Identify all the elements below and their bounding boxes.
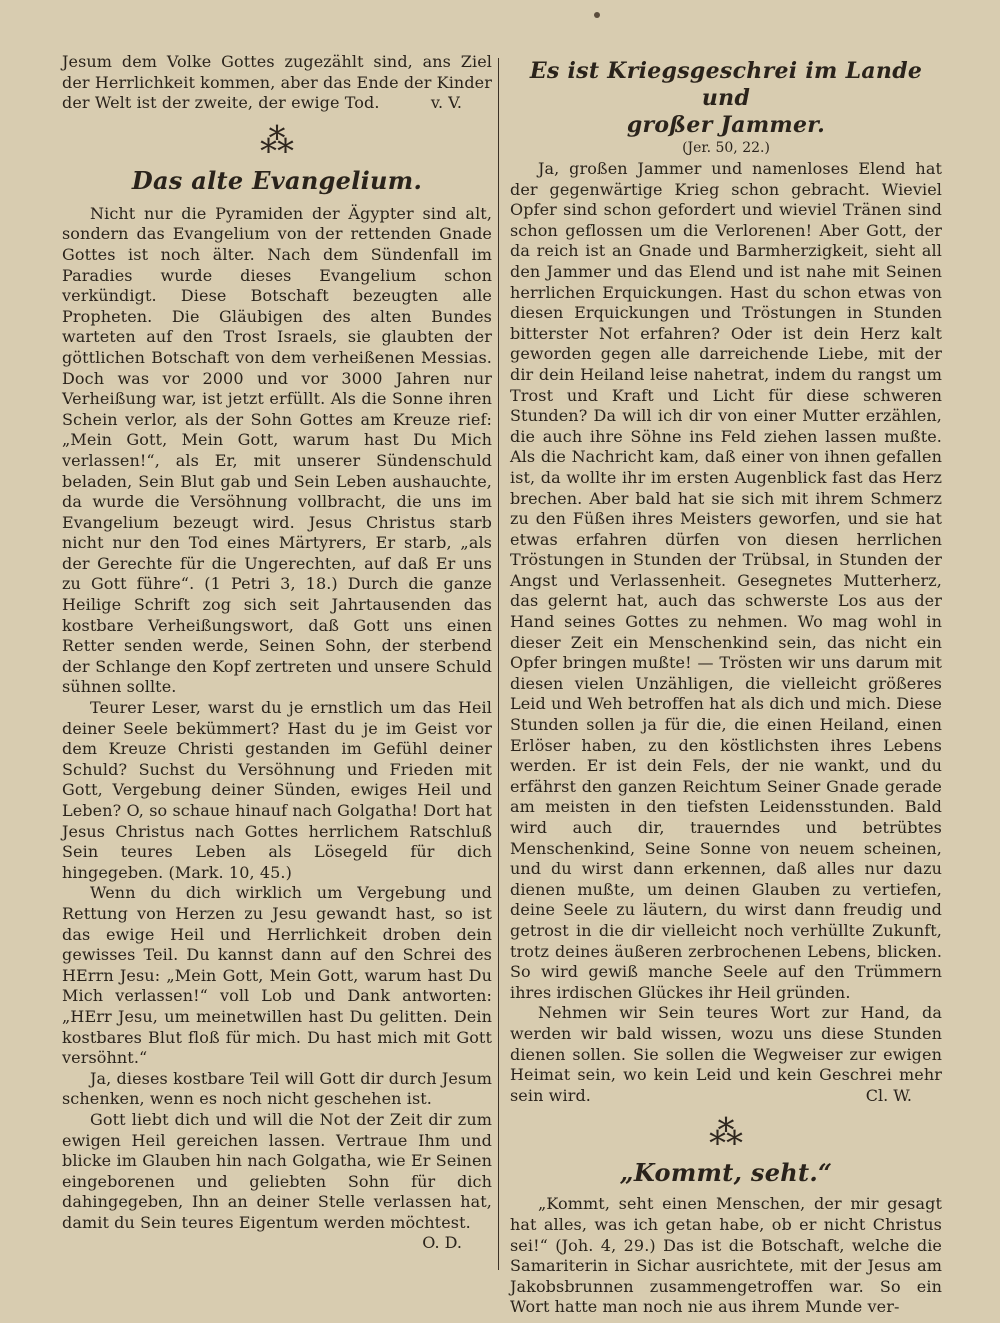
article-title-evangelium: Das alte Evangelium. bbox=[131, 165, 423, 195]
article-title-kommt-seht: „Kommt, seht.“ bbox=[619, 1158, 833, 1188]
article-paragraph: Nicht nur die Pyramiden der Ägypter sind alt, sondern das Evangelium von der rettenden Gnade Gottes ist noch älter. Nach dem Sündenfall im Paradies wurde dieses Evangelium schon verkündigt. Diese Botschaft bezeugten alle Propheten. Die Gläubigen des alten Bundes warteten auf den Trost Israels, sie glaubten der göttlichen Botschaft von dem verheißenen Messias. Doch was vor 2000 und vor 3000 Jahren nur Verheißung war, ist jetzt erfüllt. Als die Sonne ihren Schein verlor, als der Sohn Gottes am Kreuze rief: „Mein Gott, Mein Gott, warum hast Du Mich verlassen!“, als Er, mit unserer Sündenschuld beladen, Sein Blut gab und Sein Leben aushauchte, da wurde die Versöhnung vollbracht, die uns im Evangelium bezeugt wird. Jesus Christus starb nicht nur den Tod eines Märtyrers, Er starb, „als der Gerechte für die Ungerechten, auf daß Er uns zu Gott führe“. (1 Petri 3, 18.) Durch die ganze Heilige Schrift zog sich seit Jahrtausenden das kostbare Verheißungswort, daß Gott uns einen Retter senden werde, Seinen Sohn, der sterbend der Schlange den Kopf zertreten und unsere Schuld sühnen sollte. bbox=[62, 203, 492, 697]
right-column bbox=[510, 58, 942, 1318]
continuation-text: Jesum dem Volke Gottes zugezählt sind, ans Ziel der Herrlichkeit kommen, aber das Ende der Kinder der Welt ist der zweite, der ewige Tod. bbox=[62, 52, 493, 113]
article-paragraph: Wenn du dich wirklich um Vergebung und Rettung von Herzen zu Jesu gewandt hast, so ist das ewige Heil und Herrlichkeit droben dein gewisses Teil. Du kannst dann auf den Schrei des HErrn Jesu: „Mein Gott, Mein Gott, warum hast Du Mich verlassen!“ voll Lob und Dank antworten: „HErr Jesu, um meinetwillen hast Du gelitten. Dein kostbares Blut floß für mich. Du hast mich mit Gott versöhnt.“ bbox=[62, 883, 492, 1068]
title-line-2: großer Jammer. bbox=[626, 112, 826, 138]
bible-reference: (Jer. 50, 22.) bbox=[682, 140, 770, 156]
article-paragraph: Gott liebt dich und will die Not der Zeit dir zum ewigen Heil gereichen lassen. Vertraue Ihm und blicke im Glauben hin nach Golgatha, wie Er Seinen eingeborenen und geliebten Sohn für dich dahingegeben, Ihn an deiner Stelle verlassen hat, damit du Sein teures Eigentum werden möchtest. bbox=[62, 1109, 492, 1232]
article-signature: O. D. bbox=[422, 1233, 462, 1253]
continuation-signature: v. V. bbox=[430, 93, 462, 113]
print-speck bbox=[594, 12, 600, 18]
title-line-1: Es ist Kriegsgeschrei im Lande und bbox=[529, 58, 923, 111]
article-paragraph: „Kommt, seht einen Menschen, der mir gesagt hat alles, was ich getan habe, ob er nicht Christus sei!“ (Joh. 4, 29.) Das ist die Botschaft, welche die Samariterin in Sichar ausrichtete, mit der Jesus am Jakobsbrunnen zusammengetroffen war. So ein Wort hatte man noch nie aus ihrem Munde ver- bbox=[510, 1194, 942, 1317]
article-paragraph: Ja, großen Jammer und namenloses Elend hat der gegenwärtige Krieg schon gebracht. Wieviel Opfer sind schon gefordert und wieviel Tränen sind schon geflossen um die Verlorenen! Aber Gott, der da reich ist an Gnade und Barmherzigkeit, sieht all den Jammer und das Elend und ist nahe mit Seinen herrlichen Erquickungen. Hast du schon etwas von diesen Erquickungen und Tröstungen in Stunden bitterster Not erfahren? Oder ist dein Herz kalt geworden gegen alle darreichende Liebe, mit der dir dein Heiland leise nahetrat, indem du rangst um Trost und Kraft und Licht für diese schweren Stunden? Da will ich dir von einer Mutter erzählen, die auch ihre Söhne ins Feld ziehen lassen mußte. Als die Nachricht kam, daß einer von ihnen gefallen ist, da wollte ihr im ersten Augenblick fast das Herz brechen. Aber bald hat sie sich mit ihrem Schmerz zu den Füßen ihres Meisters geworfen, und sie hat etwas erfahren dürfen von diesen herrlichen Tröstungen in Stunden der Trübsal, in Stunden der Angst und Verlassenheit. Gesegnetes Mutterherz, das gelernt hat, auch das schwerste Los aus der Hand seines Gottes zu nehmen. Wo mag wohl in dieser Zeit ein Menschenkind sein, das nicht ein Opfer bringen mußte! — Trösten wir uns darum mit diesen vielen Unzähligen, die vielleicht größeres Leid und Weh betroffen hat als dich und mich. Diese Stunden sollen ja für die, die einen Heiland, einen Erlöser haben, zu den köstlichsten ihres Lebens werden. Er ist dein Fels, der nie wankt, und du erfährst den ganzen Reichtum Seiner Gnade gerade am meisten in den tiefsten Leidensstunden. Bald wird auch dir, trauerndes und betrübtes Menschenkind, Seine Sonne von neuem scheinen, und du wirst dann erkennen, daß alles nur dazu dienen mußte, um deinen Glauben zu vertiefen, deine Seele zu läutern, du wirst dann freudig und getrost in die dir vielleicht noch verhüllte Zukunft, trotz deines äußeren zerbrochenen Lebens, blicken. So wird gewiß manche Seele auf den Trümmern ihres irdischen Glückes ihr Heil gründen. bbox=[510, 159, 942, 1002]
article-signature: Cl. W. bbox=[865, 1085, 912, 1105]
column-divider bbox=[498, 58, 499, 1270]
article-title-kriegsgeschrei bbox=[510, 58, 942, 139]
article-paragraph: Nehmen wir Sein teures Wort zur Hand, da werden wir bald wissen, wozu uns diese Stunden dienen sollen. Sie sollen die Wegweiser zur ewigen Heimat sein, wo kein Leid und kein Geschrei mehr sein wird. bbox=[510, 1003, 942, 1105]
article-paragraph: Ja, dieses kostbare Teil will Gott dir durch Jesum schenken, wenn es noch nicht geschehen ist. bbox=[62, 1068, 492, 1109]
left-column bbox=[62, 52, 492, 1254]
ornament-icon: ⁂ bbox=[260, 120, 294, 161]
article-paragraph: Teurer Leser, warst du je ernstlich um das Heil deiner Seele bekümmert? Hast du je im Geist vor dem Kreuze Christi gestanden im Gefühl deiner Schuld? Suchst du Versöhnung und Frieden mit Gott, Vergebung deiner Sünden, ewiges Heil und Leben? O, so schaue hinauf nach Golgatha! Dort hat Jesus Christus nach Gottes herrlichem Ratschluß Sein teures Leben als Lösegeld für dich hingegeben. (Mark. 10, 45.) bbox=[62, 698, 492, 882]
ornament-icon: ⁂ bbox=[709, 1113, 743, 1154]
